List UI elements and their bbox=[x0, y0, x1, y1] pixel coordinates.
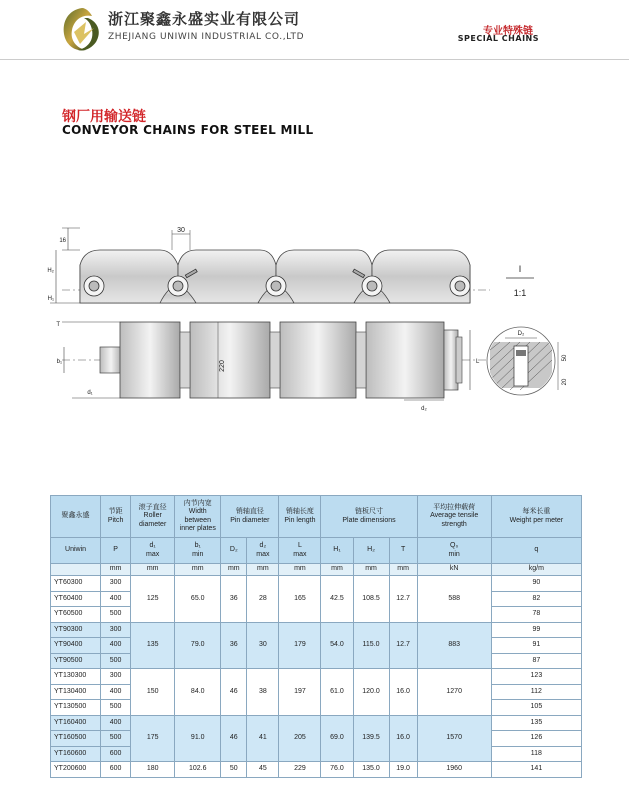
unit-Q0: kN bbox=[417, 564, 491, 576]
model-cell: YT130300 bbox=[51, 669, 101, 685]
unit-H1: mm bbox=[321, 564, 353, 576]
model-cell: YT200600 bbox=[51, 762, 101, 778]
spec-cell-l: 165 bbox=[279, 576, 321, 623]
model-cell: YT160600 bbox=[51, 746, 101, 762]
sym-d1: d₁ max bbox=[131, 538, 175, 564]
dim-50-label: 50 bbox=[562, 354, 568, 362]
section-title-en: CONVEYOR CHAINS FOR STEEL MILL bbox=[62, 123, 314, 137]
pitch-cell: 400 bbox=[101, 638, 131, 654]
model-cell: YT60500 bbox=[51, 607, 101, 623]
pitch-cell: 500 bbox=[101, 653, 131, 669]
spec-cell-d2: 46 bbox=[221, 715, 247, 762]
weight-cell: 135 bbox=[491, 715, 581, 731]
weight-cell: 78 bbox=[491, 607, 581, 623]
spec-cell-t: 19.0 bbox=[389, 762, 417, 778]
table-row bbox=[51, 576, 582, 592]
model-cell: YT130500 bbox=[51, 700, 101, 716]
spec-cell-l: 197 bbox=[279, 669, 321, 716]
pitch-cell: 400 bbox=[101, 591, 131, 607]
side-view bbox=[47, 227, 534, 303]
pitch-cell: 500 bbox=[101, 607, 131, 623]
dim-d2-label: d₂ bbox=[421, 406, 427, 412]
unit-blank bbox=[51, 564, 101, 576]
weight-cell: 141 bbox=[491, 762, 581, 778]
sym-T: T bbox=[389, 538, 417, 564]
model-cell: YT60400 bbox=[51, 591, 101, 607]
spec-cell-d1: 125 bbox=[131, 576, 175, 623]
weight-cell: 82 bbox=[491, 591, 581, 607]
spec-cell-h1: 69.0 bbox=[321, 715, 353, 762]
spec-cell-q0: 1270 bbox=[417, 669, 491, 716]
spec-cell-l: 179 bbox=[279, 622, 321, 669]
unit-T: mm bbox=[389, 564, 417, 576]
spec-cell-b1: 84.0 bbox=[175, 669, 221, 716]
section-detail bbox=[487, 327, 568, 395]
spec-cell-d2: 45 bbox=[247, 762, 279, 778]
spec-cell-d2: 50 bbox=[221, 762, 247, 778]
unit-b1: mm bbox=[175, 564, 221, 576]
drawing-svg bbox=[0, 210, 629, 420]
company-name-en: ZHEJIANG UNIWIN INDUSTRIAL CO.,LTD bbox=[108, 32, 305, 42]
hdr-pinlen: 销轴长度 Pin length bbox=[279, 496, 321, 538]
hdr-brand: 聚鑫永盛 bbox=[51, 496, 101, 538]
spec-cell-q0: 1570 bbox=[417, 715, 491, 762]
dim-20-label: 20 bbox=[562, 378, 568, 386]
hdr-weight: 每米长重 Weight per meter bbox=[491, 496, 581, 538]
model-cell: YT90300 bbox=[51, 622, 101, 638]
pitch-cell: 300 bbox=[101, 669, 131, 685]
spec-cell-d2: 36 bbox=[221, 576, 247, 623]
spec-cell-b1: 79.0 bbox=[175, 622, 221, 669]
category-en: SPECIAL CHAINS bbox=[457, 34, 539, 43]
unit-pitch: mm bbox=[101, 564, 131, 576]
unit-d1: mm bbox=[131, 564, 175, 576]
spec-cell-d1: 175 bbox=[131, 715, 175, 762]
spec-cell-t: 16.0 bbox=[389, 669, 417, 716]
header-row-2 bbox=[51, 538, 582, 564]
spec-cell-h1: 76.0 bbox=[321, 762, 353, 778]
spec-cell-h2: 139.5 bbox=[353, 715, 389, 762]
spec-cell-q0: 588 bbox=[417, 576, 491, 623]
dim-t-label: T bbox=[56, 322, 60, 328]
spec-cell-d2: 28 bbox=[247, 576, 279, 623]
spec-cell-l: 205 bbox=[279, 715, 321, 762]
sym-H1: H₁ bbox=[321, 538, 353, 564]
model-cell: YT90500 bbox=[51, 653, 101, 669]
hdr-plate: 链板尺寸 Plate dimensions bbox=[321, 496, 417, 538]
weight-cell: 126 bbox=[491, 731, 581, 747]
model-cell: YT60300 bbox=[51, 576, 101, 592]
unit-d2: mm bbox=[247, 564, 279, 576]
section-title-cn: 钢厂用输送链 bbox=[62, 109, 146, 125]
spec-cell-h2: 115.0 bbox=[353, 622, 389, 669]
dim-D2-label: D₂ bbox=[517, 331, 525, 337]
unit-L: mm bbox=[279, 564, 321, 576]
weight-cell: 87 bbox=[491, 653, 581, 669]
sym-uniwin: Uniwin bbox=[51, 538, 101, 564]
model-cell: YT130400 bbox=[51, 684, 101, 700]
spec-cell-d1: 180 bbox=[131, 762, 175, 778]
scale-label: 1:1 bbox=[513, 288, 527, 298]
pitch-cell: 300 bbox=[101, 576, 131, 592]
hdr-width: 内节内宽 Width between inner plates bbox=[175, 496, 221, 538]
uniwin-logo-icon bbox=[60, 4, 104, 56]
top-view bbox=[56, 322, 490, 412]
dim-b1-label: b₁ bbox=[56, 359, 62, 365]
dim-16-label: 16 bbox=[59, 238, 66, 244]
pitch-cell: 500 bbox=[101, 700, 131, 716]
weight-cell: 91 bbox=[491, 638, 581, 654]
model-cell: YT160500 bbox=[51, 731, 101, 747]
dim-l-label: L bbox=[476, 359, 480, 365]
pitch-cell: 300 bbox=[101, 622, 131, 638]
hdr-tensile: 平均拉伸载荷 Average tensile strength bbox=[417, 496, 491, 538]
page-header bbox=[0, 0, 629, 62]
dim-h2-label: H₂ bbox=[47, 268, 54, 274]
spec-cell-h2: 135.0 bbox=[353, 762, 389, 778]
section-mark-label: I bbox=[518, 264, 522, 274]
spec-table bbox=[50, 495, 582, 778]
company-name-cn: 浙江聚鑫永盛实业有限公司 bbox=[108, 10, 301, 28]
spec-cell-t: 12.7 bbox=[389, 622, 417, 669]
spec-cell-d2: 46 bbox=[221, 669, 247, 716]
sym-D2: D₂ bbox=[221, 538, 247, 564]
table-row bbox=[51, 622, 582, 638]
weight-cell: 112 bbox=[491, 684, 581, 700]
weight-cell: 99 bbox=[491, 622, 581, 638]
sym-H2: H₂ bbox=[353, 538, 389, 564]
spec-cell-t: 16.0 bbox=[389, 715, 417, 762]
unit-H2: mm bbox=[353, 564, 389, 576]
spec-cell-d2: 38 bbox=[247, 669, 279, 716]
sym-p: P bbox=[101, 538, 131, 564]
spec-cell-d1: 135 bbox=[131, 622, 175, 669]
hdr-roller: 滚子直径 Roller diameter bbox=[131, 496, 175, 538]
spec-cell-h2: 120.0 bbox=[353, 669, 389, 716]
dim-220-label: 220 bbox=[219, 360, 226, 372]
sym-b1: b₁ min bbox=[175, 538, 221, 564]
weight-cell: 90 bbox=[491, 576, 581, 592]
header-divider bbox=[0, 59, 629, 60]
sym-q: q bbox=[491, 538, 581, 564]
spec-cell-l: 229 bbox=[279, 762, 321, 778]
weight-cell: 123 bbox=[491, 669, 581, 685]
spec-cell-d2: 36 bbox=[221, 622, 247, 669]
spec-cell-d2: 41 bbox=[247, 715, 279, 762]
spec-cell-q0: 883 bbox=[417, 622, 491, 669]
chain-technical-drawing bbox=[0, 210, 629, 420]
pitch-cell: 600 bbox=[101, 762, 131, 778]
spec-cell-h1: 54.0 bbox=[321, 622, 353, 669]
spec-cell-t: 12.7 bbox=[389, 576, 417, 623]
spec-cell-d2: 30 bbox=[247, 622, 279, 669]
pitch-cell: 400 bbox=[101, 684, 131, 700]
sym-L: L max bbox=[279, 538, 321, 564]
unit-D2: mm bbox=[221, 564, 247, 576]
table-row bbox=[51, 669, 582, 685]
table-row bbox=[51, 762, 582, 778]
spec-cell-h1: 42.5 bbox=[321, 576, 353, 623]
spec-cell-q0: 1960 bbox=[417, 762, 491, 778]
units-row bbox=[51, 564, 582, 576]
weight-cell: 105 bbox=[491, 700, 581, 716]
spec-table-wrapper bbox=[50, 495, 582, 778]
sym-Q0: Q₀ min bbox=[417, 538, 491, 564]
dim-h1-label: H₁ bbox=[47, 296, 54, 302]
spec-cell-d1: 150 bbox=[131, 669, 175, 716]
spec-cell-h1: 61.0 bbox=[321, 669, 353, 716]
header-row-1 bbox=[51, 496, 582, 538]
pitch-cell: 500 bbox=[101, 731, 131, 747]
spec-cell-b1: 102.6 bbox=[175, 762, 221, 778]
model-cell: YT160400 bbox=[51, 715, 101, 731]
dim-d1-label: d₁ bbox=[87, 390, 93, 396]
spec-cell-h2: 108.5 bbox=[353, 576, 389, 623]
unit-q: kg/m bbox=[491, 564, 581, 576]
spec-cell-b1: 65.0 bbox=[175, 576, 221, 623]
dim-30-label: 30 bbox=[177, 227, 185, 234]
sym-d2: d₂ max bbox=[247, 538, 279, 564]
weight-cell: 118 bbox=[491, 746, 581, 762]
model-cell: YT90400 bbox=[51, 638, 101, 654]
spec-cell-b1: 91.0 bbox=[175, 715, 221, 762]
pitch-cell: 400 bbox=[101, 715, 131, 731]
category-cn: 专业特殊链 bbox=[483, 26, 533, 37]
pitch-cell: 600 bbox=[101, 746, 131, 762]
hdr-pin: 销轴直径 Pin diameter bbox=[221, 496, 279, 538]
hdr-pitch: 节距 Pitch bbox=[101, 496, 131, 538]
table-row bbox=[51, 715, 582, 731]
